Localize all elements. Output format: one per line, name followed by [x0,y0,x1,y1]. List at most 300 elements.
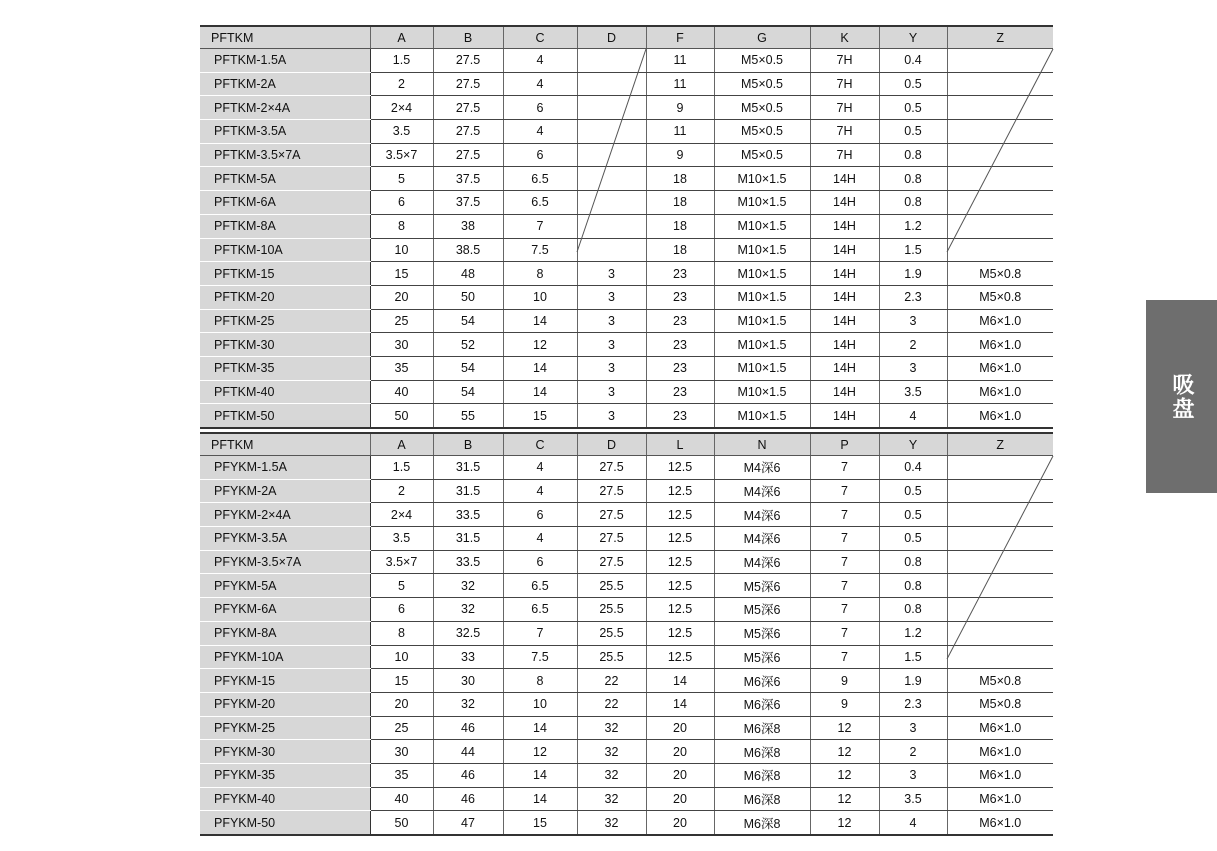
spec-table-pftkm [200,25,1053,429]
value-cell [947,621,1053,645]
value-cell: 7 [810,574,879,598]
model-cell: PFTKM-5A [200,167,370,191]
value-cell: 0.5 [879,503,947,527]
value-cell: 14H [810,356,879,380]
value-cell: M6×1.0 [947,740,1053,764]
table-row [200,96,1053,120]
value-cell: 3 [577,404,646,428]
value-cell: M10×1.5 [714,404,810,428]
value-cell: 7 [810,598,879,622]
column-header: K [810,26,879,49]
value-cell: 7H [810,120,879,144]
value-cell [947,49,1053,73]
value-cell: M10×1.5 [714,380,810,404]
column-header: C [503,433,577,456]
value-cell: 3 [577,333,646,357]
column-header: B [433,26,503,49]
value-cell: M10×1.5 [714,238,810,262]
value-cell: 0.5 [879,527,947,551]
value-cell: 18 [646,191,714,215]
table-row [200,404,1053,428]
value-cell [577,167,646,191]
value-cell: 50 [433,285,503,309]
value-cell: 14 [646,669,714,693]
value-cell: 4 [503,479,577,503]
value-cell: 6 [370,598,433,622]
value-cell: 55 [433,404,503,428]
value-cell: 3 [577,309,646,333]
column-header: Z [947,433,1053,456]
value-cell: M6×1.0 [947,763,1053,787]
model-cell: PFTKM-8A [200,214,370,238]
value-cell: 12.5 [646,621,714,645]
value-cell: M6深6 [714,692,810,716]
value-cell: 7.5 [503,238,577,262]
model-cell: PFYKM-2×4A [200,503,370,527]
value-cell: 6.5 [503,598,577,622]
value-cell: 0.5 [879,96,947,120]
value-cell: M5×0.8 [947,285,1053,309]
side-tab-label: 吸盘 [1169,372,1194,421]
value-cell: 8 [503,669,577,693]
value-cell: 23 [646,356,714,380]
value-cell: M6深8 [714,787,810,811]
value-cell: 14 [503,763,577,787]
value-cell [577,143,646,167]
model-cell: PFYKM-3.5A [200,527,370,551]
model-cell: PFYKM-35 [200,763,370,787]
value-cell: 33.5 [433,550,503,574]
value-cell: 27.5 [577,527,646,551]
value-cell: 6 [503,96,577,120]
value-cell: 27.5 [577,456,646,480]
value-cell: 23 [646,404,714,428]
table-row [200,787,1053,811]
value-cell: M5×0.8 [947,262,1053,286]
value-cell: 15 [370,262,433,286]
value-cell: 6 [370,191,433,215]
value-cell: 10 [503,692,577,716]
value-cell: 18 [646,167,714,191]
value-cell: 12 [810,716,879,740]
value-cell [577,96,646,120]
value-cell: 33 [433,645,503,669]
model-cell: PFYKM-20 [200,692,370,716]
value-cell: 1.5 [879,645,947,669]
value-cell: 30 [370,333,433,357]
column-header: D [577,26,646,49]
model-cell: PFYKM-1.5A [200,456,370,480]
value-cell: 47 [433,811,503,835]
value-cell: 0.4 [879,456,947,480]
column-header: D [577,433,646,456]
value-cell: 1.5 [370,49,433,73]
value-cell: 20 [646,787,714,811]
value-cell [577,191,646,215]
value-cell: 4 [879,811,947,835]
value-cell: 15 [503,404,577,428]
value-cell: 1.9 [879,262,947,286]
model-cell: PFTKM-50 [200,404,370,428]
value-cell: 2 [879,740,947,764]
value-cell: M10×1.5 [714,191,810,215]
column-header: A [370,26,433,49]
value-cell: 4 [503,120,577,144]
value-cell: 33.5 [433,503,503,527]
value-cell: 12.5 [646,574,714,598]
value-cell: 46 [433,716,503,740]
value-cell: 9 [646,143,714,167]
value-cell: M5×0.5 [714,72,810,96]
value-cell: 12.5 [646,598,714,622]
value-cell: 8 [503,262,577,286]
table-row [200,716,1053,740]
table-row [200,669,1053,693]
value-cell: 8 [370,214,433,238]
value-cell: 27.5 [433,143,503,167]
value-cell: 10 [370,645,433,669]
value-cell [947,456,1053,480]
value-cell [577,49,646,73]
value-cell: M5深6 [714,574,810,598]
value-cell: 27.5 [577,503,646,527]
column-header: A [370,433,433,456]
value-cell: 46 [433,763,503,787]
value-cell: 30 [433,669,503,693]
value-cell: M6深6 [714,669,810,693]
value-cell: 52 [433,333,503,357]
value-cell: 14H [810,333,879,357]
value-cell: 7 [810,479,879,503]
value-cell: 15 [370,669,433,693]
value-cell: M6×1.0 [947,356,1053,380]
value-cell: 3.5 [879,787,947,811]
side-tab-suction-cup [1146,300,1217,493]
value-cell: 32 [577,740,646,764]
value-cell: 14 [503,787,577,811]
value-cell: M5×0.5 [714,96,810,120]
value-cell: 12.5 [646,550,714,574]
value-cell: 37.5 [433,191,503,215]
value-cell: 7.5 [503,645,577,669]
spec-table-pfykm [200,432,1053,836]
value-cell: 7 [810,456,879,480]
model-cell: PFYKM-10A [200,645,370,669]
value-cell [947,479,1053,503]
column-header: L [646,433,714,456]
value-cell: 0.8 [879,191,947,215]
value-cell: 25 [370,716,433,740]
value-cell: 2×4 [370,503,433,527]
value-cell: 14 [503,380,577,404]
value-cell: 32 [577,787,646,811]
table-row [200,740,1053,764]
table-row [200,479,1053,503]
value-cell: 6 [503,143,577,167]
column-header: Y [879,433,947,456]
value-cell: 7 [810,527,879,551]
table-row [200,380,1053,404]
value-cell: 7H [810,72,879,96]
column-header: N [714,433,810,456]
value-cell: 14H [810,167,879,191]
value-cell [947,120,1053,144]
value-cell: 0.5 [879,120,947,144]
value-cell: 40 [370,787,433,811]
value-cell: 1.5 [879,238,947,262]
value-cell: 23 [646,333,714,357]
value-cell: 1.9 [879,669,947,693]
value-cell: 31.5 [433,479,503,503]
value-cell: 20 [646,740,714,764]
value-cell: 7 [503,621,577,645]
table-row [200,692,1053,716]
value-cell: 31.5 [433,456,503,480]
model-cell: PFTKM-2×4A [200,96,370,120]
value-cell: 0.8 [879,598,947,622]
value-cell: M5×0.5 [714,143,810,167]
value-cell: 4 [503,49,577,73]
value-cell: 27.5 [433,49,503,73]
value-cell: M10×1.5 [714,262,810,286]
value-cell: 14 [503,356,577,380]
value-cell: 2.3 [879,692,947,716]
value-cell: 7H [810,143,879,167]
value-cell: 37.5 [433,167,503,191]
value-cell: 30 [370,740,433,764]
value-cell: 4 [503,527,577,551]
model-cell: PFTKM-10A [200,238,370,262]
model-cell: PFYKM-5A [200,574,370,598]
value-cell [577,72,646,96]
column-header: B [433,433,503,456]
value-cell: 3.5 [370,527,433,551]
value-cell: M4深6 [714,456,810,480]
value-cell: 25.5 [577,621,646,645]
value-cell [947,191,1053,215]
value-cell: 12 [503,333,577,357]
value-cell: 35 [370,356,433,380]
value-cell: 12.5 [646,527,714,551]
model-cell: PFTKM-3.5×7A [200,143,370,167]
value-cell: 32 [577,763,646,787]
value-cell: 12.5 [646,645,714,669]
value-cell: 18 [646,238,714,262]
value-cell: 2 [370,72,433,96]
value-cell: 4 [503,72,577,96]
model-cell: PFTKM-2A [200,72,370,96]
table1-header-row [200,26,1053,49]
value-cell: 44 [433,740,503,764]
value-cell: M6深8 [714,740,810,764]
table-row [200,503,1053,527]
value-cell: 14H [810,238,879,262]
table2-header-row [200,433,1053,456]
model-cell: PFTKM-20 [200,285,370,309]
value-cell: M6×1.0 [947,811,1053,835]
value-cell: 2.3 [879,285,947,309]
value-cell: 3.5×7 [370,143,433,167]
table-row [200,333,1053,357]
table-row [200,550,1053,574]
value-cell: 25.5 [577,598,646,622]
value-cell: M10×1.5 [714,285,810,309]
value-cell: 7 [810,550,879,574]
model-cell: PFYKM-15 [200,669,370,693]
table-row [200,811,1053,835]
value-cell: 48 [433,262,503,286]
value-cell: 0.4 [879,49,947,73]
value-cell: 23 [646,309,714,333]
value-cell: 0.8 [879,167,947,191]
value-cell: 2 [370,479,433,503]
value-cell: 12 [810,811,879,835]
table-row [200,645,1053,669]
value-cell: M6×1.0 [947,404,1053,428]
value-cell: 54 [433,380,503,404]
value-cell: M5深6 [714,621,810,645]
value-cell: 14 [503,309,577,333]
value-cell: 10 [370,238,433,262]
value-cell: 5 [370,167,433,191]
value-cell: 14H [810,214,879,238]
value-cell: 46 [433,787,503,811]
value-cell: 14H [810,404,879,428]
value-cell: M5深6 [714,645,810,669]
value-cell: 35 [370,763,433,787]
value-cell: 7H [810,96,879,120]
table-row [200,262,1053,286]
table-row [200,72,1053,96]
value-cell: M6×1.0 [947,787,1053,811]
model-cell: PFTKM-25 [200,309,370,333]
value-cell [947,527,1053,551]
value-cell: 6.5 [503,574,577,598]
value-cell: 38 [433,214,503,238]
value-cell: 14H [810,380,879,404]
value-cell [577,238,646,262]
table-row [200,214,1053,238]
value-cell: 1.5 [370,456,433,480]
value-cell: 12.5 [646,503,714,527]
table-row [200,356,1053,380]
model-cell: PFYKM-50 [200,811,370,835]
model-cell: PFTKM-6A [200,191,370,215]
value-cell: 54 [433,356,503,380]
table-row [200,49,1053,73]
value-cell: M4深6 [714,479,810,503]
model-cell: PFYKM-30 [200,740,370,764]
value-cell: M4深6 [714,550,810,574]
value-cell: 32 [577,716,646,740]
value-cell: 4 [503,456,577,480]
value-cell: 8 [370,621,433,645]
model-cell: PFYKM-2A [200,479,370,503]
table-row [200,621,1053,645]
value-cell: 14H [810,262,879,286]
table-row [200,191,1053,215]
column-header: G [714,26,810,49]
value-cell [947,96,1053,120]
column-header: Y [879,26,947,49]
model-cell: PFYKM-8A [200,621,370,645]
value-cell: 50 [370,404,433,428]
value-cell: 27.5 [433,72,503,96]
table-row [200,598,1053,622]
value-cell [947,645,1053,669]
value-cell: 11 [646,49,714,73]
value-cell [947,550,1053,574]
value-cell: M10×1.5 [714,356,810,380]
value-cell [947,72,1053,96]
value-cell: 0.8 [879,574,947,598]
table-row [200,285,1053,309]
table-row [200,143,1053,167]
value-cell: 9 [646,96,714,120]
value-cell: 3 [879,356,947,380]
value-cell [947,503,1053,527]
value-cell: M10×1.5 [714,214,810,238]
value-cell: 20 [646,763,714,787]
value-cell: 15 [503,811,577,835]
value-cell: M10×1.5 [714,167,810,191]
value-cell: 7H [810,49,879,73]
model-cell: PFTKM-35 [200,356,370,380]
value-cell: M5×0.5 [714,49,810,73]
value-cell: 2 [879,333,947,357]
value-cell: 3 [879,763,947,787]
table-row [200,120,1053,144]
value-cell: M6深8 [714,763,810,787]
value-cell: 3 [879,716,947,740]
value-cell: 0.5 [879,72,947,96]
value-cell: 32.5 [433,621,503,645]
value-cell: 3 [577,380,646,404]
value-cell: 14H [810,309,879,333]
value-cell: 18 [646,214,714,238]
value-cell: M5深6 [714,598,810,622]
value-cell: 12 [810,763,879,787]
value-cell: 22 [577,692,646,716]
value-cell: M5×0.5 [714,120,810,144]
value-cell [947,143,1053,167]
model-cell: PFYKM-25 [200,716,370,740]
value-cell: 0.8 [879,143,947,167]
value-cell: 38.5 [433,238,503,262]
table-row [200,238,1053,262]
value-cell: 12.5 [646,456,714,480]
value-cell: 25 [370,309,433,333]
value-cell: 5 [370,574,433,598]
column-header: P [810,433,879,456]
value-cell: 9 [810,692,879,716]
value-cell: 6 [503,550,577,574]
value-cell: 23 [646,380,714,404]
value-cell: 6 [503,503,577,527]
value-cell: 54 [433,309,503,333]
value-cell: 40 [370,380,433,404]
value-cell: 3 [577,356,646,380]
value-cell: 11 [646,72,714,96]
value-cell: 12 [810,787,879,811]
value-cell: M6×1.0 [947,716,1053,740]
value-cell [947,167,1053,191]
model-cell: PFYKM-3.5×7A [200,550,370,574]
value-cell: M4深6 [714,503,810,527]
table-row [200,763,1053,787]
value-cell: 7 [503,214,577,238]
value-cell [947,238,1053,262]
